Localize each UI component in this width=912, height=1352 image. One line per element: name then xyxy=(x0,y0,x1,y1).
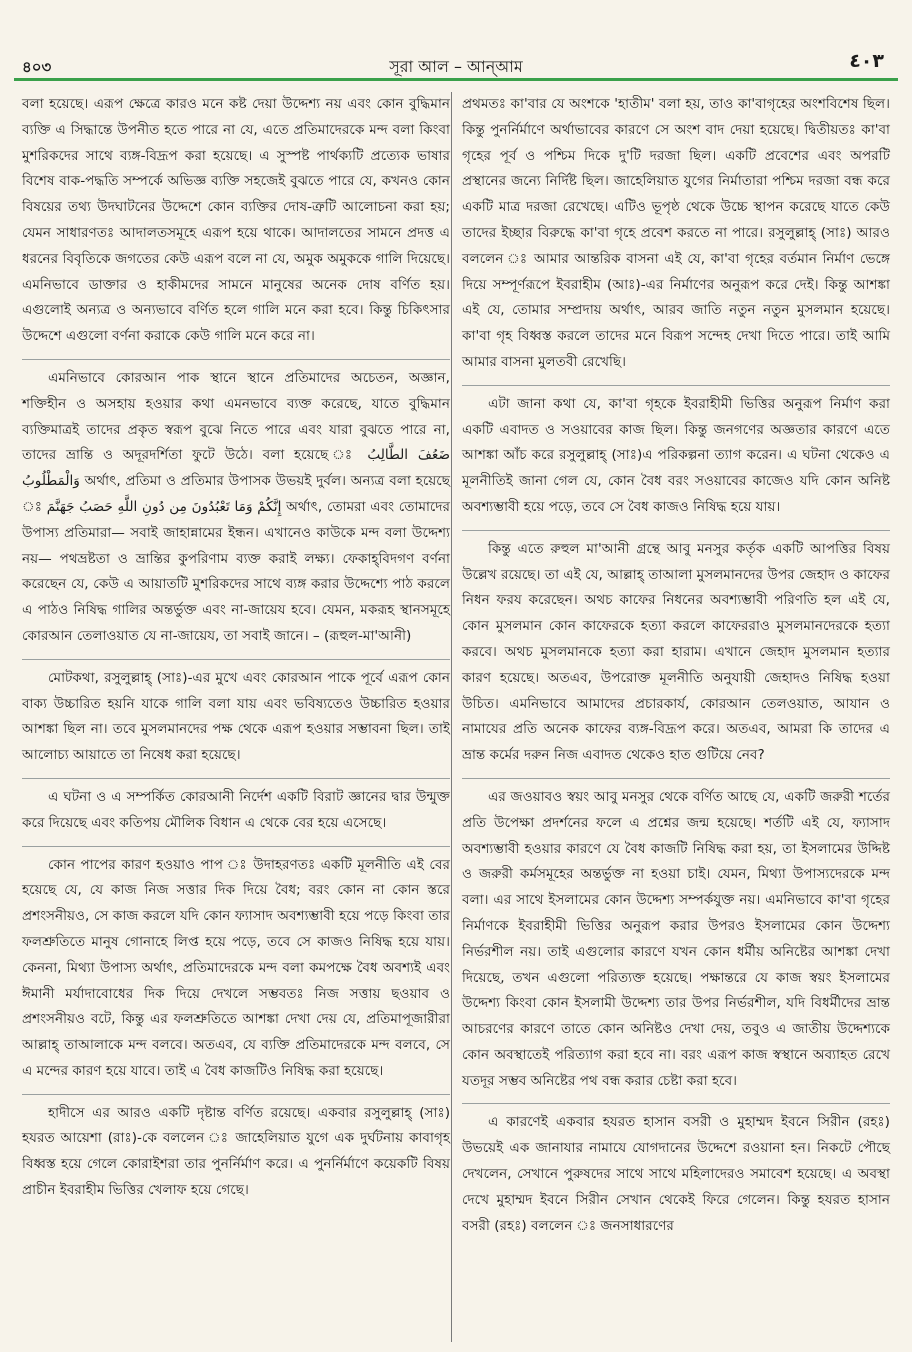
paragraph: এ কারণেই একবার হযরত হাসান বসরী ও মুহাম্মদ ইবনে সিরীন (রহঃ) উভয়েই এক জানাযার নামাযে যোগদানের উদ্দেশে রওয়ানা হন। নিকটে পৌছে দেখলেন, সেখানে পুরুষদের সাথে সাথে মহিলাদেরও সমাবেশ হয়েছে। এ অবস্থা দেখে মুহাম্মদ ইবনে সিরীন সেখান থেকেই ফিরে গেলেন। কিন্তু হযরত হাসান বসরী (রহঃ) বললেন ঃ জনসাধারণের xyxy=(462,1103,890,1239)
right-column xyxy=(462,92,890,1248)
paragraph: এর জওয়াবও স্বয়ং আবু মনসুর থেকে বর্ণিত আছে যে, একটি জরুরী শর্তের প্রতি উপেক্ষা প্রদর্শনের ফলে এ প্রশ্নের জন্ম হয়েছে। শর্তটি এই যে, ফ্যাসাদ অবশ্যম্ভাবী হওয়ার কারণে যে বৈধ কাজটি নিষিদ্ধ করা হয়, তা ইসলামের উদ্দিষ্ট ও জরুরী কর্মসমূহের অন্তর্ভুক্ত না হওয়া চাই। যেমন, মিথ্যা উপাস্যদেরকে মন্দ বলা। এর সাথে ইসলামের কোন উদ্দেশ্য সম্পর্কযুক্ত নয়। এমনিভাবে কা'বা গৃহের নির্মাণকে ইবরাহীমী ভিত্তির অনুরূপ করার উপরও ইসলামের কোন উদ্দেশ্য নির্ভরশীল নয়। তাই এগুলোর কারণে যখন কোন ধর্মীয় অনিষ্টের আশঙ্কা দেখা দিয়েছে, তখন এগুলো পরিত্যক্ত হয়েছে। পক্ষান্তরে যে কাজ স্বয়ং ইসলামের উদ্দেশ্য কিংবা কোন ইসলামী উদ্দেশ্য তার উপর নির্ভরশীল, যদি বিধর্মীদের ভ্রান্ত আচরণের কারণে তাতে কোন অনিষ্টও দেখা দেয়, তবুও এ জাতীয় উদ্দেশ্যকে কোন অবস্থাতেই পরিত্যাগ করা হবে না। বরং এরূপ কাজ স্বস্থানে অব্যাহত রেখে যতদূর সম্ভব অনিষ্টের পথ বন্ধ করার চেষ্টা করা হবে। xyxy=(462,778,890,1095)
paragraph: এমনিভাবে কোরআন পাক স্থানে স্থানে প্রতিমাদের অচেতন, অজ্ঞান, শক্তিহীন ও অসহায় হওয়ার কথা এমনভাবে ব্যক্ত করেছে, যাতে বুদ্ধিমান ব্যক্তিমাত্রই তাদের প্রকৃত স্বরূপ বুঝে নিতে পারে এবং যারা বুঝতে পারে না, তাদের ভ্রান্তি ও অদূরদর্শিতা ফুটে উঠে। বলা হয়েছে ঃ ضَعُفَ الطَّالِبُ وَالْمَطْلُوبُ অর্থাৎ, প্রতিমা ও প্রতিমার উপাসক উভয়ই দুর্বল। অন্যত্র বলা হয়েছে ঃ إِنَّكُمْ وَمَا تَعْبُدُونَ مِن دُونِ اللَّهِ حَصَبُ جَهَنَّمَ অর্থাৎ, তোমরা এবং তোমাদের উপাস্য প্রতিমারা— সবাই জাহান্নামের ইন্ধন। এখানেও কাউকে মন্দ বলা উদ্দেশ্য নয়— পথভ্রষ্টতা ও ভ্রান্তির কুপরিণাম ব্যক্ত করাই লক্ষ্য। ফেকাহ্‌বিদগণ বর্ণনা করেছেন যে, কেউ এ আয়াতটি মুশরিকদের সাথে ব্যঙ্গ করার উদ্দেশ্যে পাঠ করলে এ পাঠও নিষিদ্ধ গালির অন্তর্ভুক্ত এবং না-জায়েয হবে। যেমন, মকরূহ স্থানসমূহে কোরআন তেলাওয়াত যে না-জায়েয, তা সবাই জানে। – (রূহুল-মা'আনী) xyxy=(22,359,450,650)
page-number-arabic: ٤٠٣ xyxy=(849,50,884,72)
paragraph: এটা জানা কথা যে, কা'বা গৃহকে ইবরাহীমী ভিত্তির অনুরূপ নির্মাণ করা একটি এবাদত ও সওয়াবের কাজ ছিল। কিন্তু জনগণের অজ্ঞতার কারণে এতে আশঙ্কা আঁচ করে রসুলুল্লাহ্‌ (সাঃ)এ পরিকল্পনা ত্যাগ করেন। এ ঘটনা থেকেও এ মূলনীতিই জানা গেল যে, কোন বৈধ বরং সওয়াবের কাজেও যদি কোন অনিষ্ট অবশ্যম্ভাবী হয়ে পড়ে, তবে সে বৈধ কাজও নিষিদ্ধ হয়ে যায়। xyxy=(462,385,890,521)
header-rule xyxy=(14,78,898,81)
paragraph: কিন্তু এতে রুহুল মা'আনী গ্রন্থে আবু মনসুর কর্তৃক একটি আপত্তির বিষয় উল্লেখ রয়েছে। তা এই যে, আল্লাহ্‌ তাআলা মুসলমানদের উপর জেহাদ ও কাফের নিধন ফরয করেছেন। অথচ কাফের নিধনের অবশ্যম্ভাবী পরিণতি হল এই যে, কোন মুসলমান কোন কাফেরকে হত্যা করলে কাফেররাও মুসলমানদেরকে হত্যা করবে। অথচ মুসলমানকে হত্যা করা হারাম। এখানে জেহাদ মুসলমান হত্যার কারণ হয়েছে। অতএব, উপরোক্ত মূলনীতি অনুযায়ী জেহাদও নিষিদ্ধ হওয়া উচিত। এমনিভাবে আমাদের প্রচারকার্য, কোরআন তেলওয়াত, আযান ও নামাযের প্রতি অনেক কাফের ব্যঙ্গ-বিদ্রূপ করে। অতএব, আমরা কি তাদের এ ভ্রান্ত কর্মের দরুন নিজ এবাদত থেকেও হাত গুটিয়ে নেব? xyxy=(462,530,890,769)
paragraph: প্রথমতঃ কা'বার যে অংশকে 'হাতীম' বলা হয়, তাও কা'বাগৃহের অংশবিশেষ ছিল। কিন্তু পুনর্নির্মাণে অর্থাভাবের কারণে সে অংশ বাদ দেয়া হয়েছে। দ্বিতীয়তঃ কা'বা গৃহের পূর্ব ও পশ্চিম দিকে দু'টি দরজা ছিল। একটি প্রবেশের এবং অপরটি প্রস্থানের জন্যে নির্দিষ্ট ছিল। জাহেলিয়াত যুগের নির্মাতারা পশ্চিম দরজা বন্ধ করে একটি মাত্র দরজা রেখেছে। এটিও ভূপৃষ্ঠ থেকে উচ্চে স্থাপন করেছে যাতে কেউ তাদের ইচ্ছার বিরুদ্ধে কা'বা গৃহে প্রবেশ করতে না পারে। রসুলুল্লাহ্‌ (সাঃ) আরও বললেন ঃ আমার আন্তরিক বাসনা এই যে, কা'বা গৃহের বর্তমান নির্মাণ ভেঙ্গে দিয়ে সম্পূর্ণরূপে ইবরাহীম (আঃ)-এর নির্মাণের অনুরূপ করে দেই। কিন্তু আশঙ্কা এই যে, তোমার সম্প্রদায় অর্থাৎ, আরব জাতি নতুন নতুন মুসলমান হয়েছে। কা'বা গৃহ বিধ্বস্ত করলে তাদের মনে বিরূপ সন্দেহ দেখা দিতে পারে। তাই আমি আমার বাসনা মুলতবী রেখেছি। xyxy=(462,96,890,370)
left-column xyxy=(22,92,450,1213)
paragraph: বলা হয়েছে। এরূপ ক্ষেত্রে কারও মনে কষ্ট দেয়া উদ্দেশ্য নয় এবং কোন বুদ্ধিমান ব্যক্তি এ সিদ্ধান্তে উপনীত হতে পারে না যে, এতে প্রতিমাদেরকে মন্দ বলা কিংবা মুশরিকদের সাথে ব্যঙ্গ-বিদ্রূপ করা হয়েছে। এ সুস্পষ্ট পার্থক্যটি প্রত্যেক ভাষার বিশেষ বাক-পদ্ধতি সম্পর্কে অভিজ্ঞ ব্যক্তি সহজেই বুঝতে পারে যে, কখনও কোন বিষয়ের তথ্য উদঘাটনের উদ্দেশে কোন ব্যক্তির দোষ-ত্রুটি আলোচনা করা হয়; যেমন সাধারণতঃ আদালতসমূহে এরূপ হয়ে থাকে। আদালতের সামনে প্রদত্ত এ ধরনের বিবৃতিকে জগতের কেউ এরূপ বলে না যে, অমুক অমুককে গালি দিয়েছে। এমনিভাবে ডাক্তার ও হাকীমদের সামনে মানুষের অনেক দোষ বর্ণিত হয়। এগুলোই অন্যত্র ও অন্যভাবে বর্ণিত হলে গালি মনে করা হবে। কিন্তু চিকিৎসার উদ্দেশে এগুলো বর্ণনা করাকে কেউ গালি মনে করে না। xyxy=(22,96,450,345)
paragraph: কোন পাপের কারণ হওয়াও পাপ ঃ উদাহরণতঃ একটি মূলনীতি এই বের হয়েছে যে, যে কাজ নিজ সত্তার দিক দিয়ে বৈধ; বরং কোন না কোন স্তরে প্রশংসনীয়ও, সে কাজ করলে যদি কোন ফ্যাসাদ অবশ্যম্ভাবী হয়ে পড়ে কিংবা তার ফলশ্রুতিতে মানুষ গোনাহে লিপ্ত হয়ে পড়ে, তবে সে কাজও নিষিদ্ধ হয়ে যায়। কেননা, মিথ্যা উপাস্য অর্থাৎ, প্রতিমাদেরকে মন্দ বলা কমপক্ষে বৈধ অবশ্যই এবং ঈমানী মর্যাদাবোধের দিক দিয়ে দেখলে সম্ভবতঃ নিজ সত্তায় ছওয়াব ও প্রশংসনীয়ও বটে, কিন্তু এর ফলশ্রুতিতে আশঙ্কা দেখা দেয় যে, প্রতিমাপূজারীরা আল্লাহ্‌ তাআলাকে মন্দ বলবে। অতএব, যে ব্যক্তি প্রতিমাদেরকে মন্দ বলবে, সে এ মন্দের কারণ হয়ে যাবে। তাই এ বৈধ কাজটিও নিষিদ্ধ করা হয়েছে। xyxy=(22,846,450,1085)
paragraph: মোটকথা, রসুলুল্লাহ্‌ (সাঃ)-এর মুখে এবং কোরআন পাকে পূর্বে এরূপ কোন বাক্য উচ্চারিত হয়নি যাকে গালি বলা যায় এবং ভবিষ্যতেও উচ্চারিত হওয়ার আশঙ্কা ছিল না। তবে মুসলমানদের পক্ষ থেকে এরূপ হওয়ার সম্ভাবনা ছিল। তাই আলোচ্য আয়াতে তা নিষেধ করা হয়েছে। xyxy=(22,659,450,769)
page-header xyxy=(0,0,912,84)
paragraph: হাদীসে এর আরও একটি দৃষ্টান্ত বর্ণিত রয়েছে। একবার রসুলুল্লাহ্‌ (সাঃ) হযরত আয়েশা (রাঃ)-কে বললেন ঃ জাহেলিয়াত যুগে এক দুর্ঘটনায় কাবাগৃহ বিধ্বস্ত হয়ে গেলে কোরাইশরা তার পুনর্নির্মাণ করে। এ পুনর্নির্মাণে কয়েকটি বিষয় প্রাচীন ইবরাহীম ভিত্তির খেলাফ হয়ে গেছে। xyxy=(22,1094,450,1204)
paragraph: এ ঘটনা ও এ সম্পর্কিত কোরআনী নির্দেশ একটি বিরাট জ্ঞানের দ্বার উন্মুক্ত করে দিয়েছে এবং কতিপয় মৌলিক বিধান এ থেকে বের হয়ে এসেছে। xyxy=(22,778,450,837)
running-title: সূরা আল – আন্‌আম xyxy=(389,57,523,76)
page-number-bengali: ৪০৩ xyxy=(22,58,52,76)
column-divider xyxy=(451,92,452,1342)
